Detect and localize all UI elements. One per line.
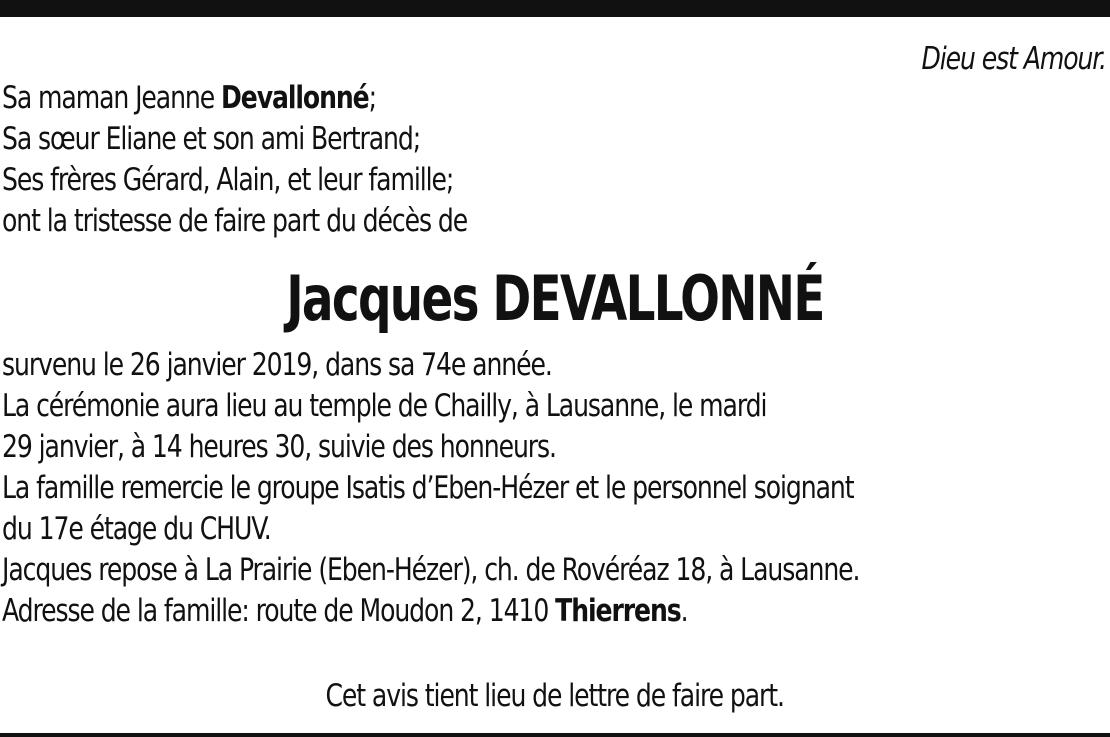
brothers-line: Ses frères Gérard, Alain, et leur famille; (2, 162, 454, 198)
deceased-name-text: Jacques DEVALLONNÉ (286, 262, 824, 335)
address-suffix: . (680, 593, 688, 629)
mother-line (2, 80, 376, 116)
mother-surname: Devallonné (221, 80, 369, 116)
footer-note-text: Cet avis tient lieu de lettre de faire part. (325, 678, 785, 714)
mother-suffix: ; (368, 80, 377, 116)
family-address-line (2, 593, 688, 629)
mother-prefix: Sa maman Jeanne (2, 80, 222, 116)
announcement-line: ont la tristesse de faire part du décès de (2, 203, 468, 239)
motto-text: Dieu est Amour. (921, 41, 1106, 77)
address-town: Thierrens (555, 593, 681, 629)
thanks-line-2: du 17e étage du CHUV. (2, 511, 271, 547)
sister-line: Sa sœur Eliane et son ami Bertrand; (2, 121, 421, 157)
footer-note (0, 678, 1110, 714)
address-prefix: Adresse de la famille: route de Moudon 2, 1410 (2, 593, 556, 629)
deceased-name (0, 264, 1110, 334)
ceremony-line-2: 29 janvier, à 14 heures 30, suivie des honneurs. (2, 429, 556, 465)
death-date-line: survenu le 26 janvier 2019, dans sa 74e année. (2, 347, 552, 383)
ceremony-line-1: La cérémonie aura lieu au temple de Chailly, à Lausanne, le mardi (2, 388, 767, 424)
thanks-line-1: La famille remercie le groupe Isatis d’Eben-Hézer et le personnel soignant (2, 470, 854, 506)
rest-location-line: Jacques repose à La Prairie (Eben-Hézer), ch. de Rovéréaz 18, à Lausanne. (2, 552, 860, 588)
